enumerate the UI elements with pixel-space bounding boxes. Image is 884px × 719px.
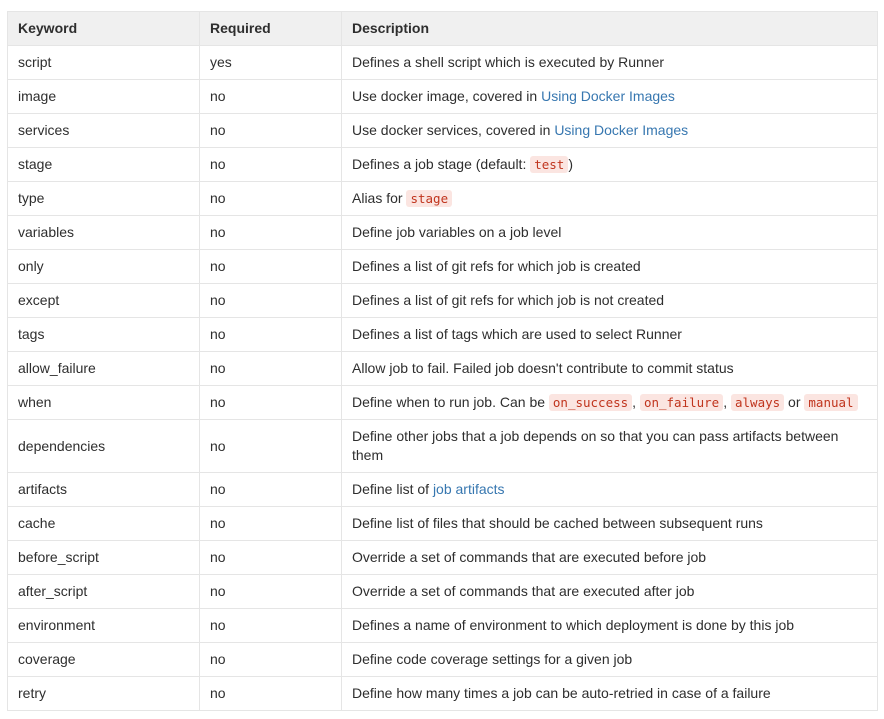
description-text: Allow job to fail. Failed job doesn't contribute to commit status — [352, 360, 734, 376]
description-text: Defines a list of git refs for which job is not created — [352, 292, 665, 308]
table-row — [8, 420, 878, 473]
required-cell: no — [200, 677, 342, 711]
table-row — [8, 677, 878, 711]
keyword-cell: coverage — [8, 643, 200, 677]
table-header-row — [8, 12, 878, 46]
table-row — [8, 148, 878, 182]
table-row — [8, 609, 878, 643]
description-cell — [342, 643, 878, 677]
keyword-table — [7, 11, 878, 711]
keyword-cell: tags — [8, 318, 200, 352]
required-cell: no — [200, 575, 342, 609]
description-text: Defines a list of tags which are used to select Runner — [352, 326, 682, 342]
table-row — [8, 318, 878, 352]
table-row — [8, 250, 878, 284]
keyword-cell: allow_failure — [8, 352, 200, 386]
keyword-cell: cache — [8, 507, 200, 541]
description-cell — [342, 46, 878, 80]
table-row — [8, 386, 878, 420]
table-row — [8, 575, 878, 609]
keyword-cell: image — [8, 80, 200, 114]
description-text: Define list of — [352, 481, 433, 497]
header-required: Required — [200, 12, 342, 46]
keyword-cell: except — [8, 284, 200, 318]
description-text: Define other jobs that a job depends on so that you can pass artifacts between them — [352, 428, 839, 463]
description-text: Defines a name of environment to which deployment is done by this job — [352, 617, 795, 633]
table-row — [8, 507, 878, 541]
table-row — [8, 114, 878, 148]
description-text: Defines a job stage (default: — [352, 156, 531, 172]
description-cell — [342, 473, 878, 507]
table-row — [8, 541, 878, 575]
required-cell: no — [200, 80, 342, 114]
description-text: ) — [568, 156, 574, 172]
required-cell: no — [200, 318, 342, 352]
description-cell — [342, 182, 878, 216]
description-cell — [342, 677, 878, 711]
required-cell: no — [200, 284, 342, 318]
description-text: Alias for — [352, 190, 407, 206]
table-row — [8, 216, 878, 250]
description-cell — [342, 420, 878, 473]
table-row — [8, 284, 878, 318]
table-row — [8, 352, 878, 386]
description-cell — [342, 80, 878, 114]
header-keyword: Keyword — [8, 12, 200, 46]
header-description: Description — [342, 12, 878, 46]
required-cell: no — [200, 473, 342, 507]
description-cell — [342, 250, 878, 284]
description-cell — [342, 352, 878, 386]
required-cell: yes — [200, 46, 342, 80]
inline-code: on_success — [549, 394, 632, 411]
description-text: Define list of files that should be cached between subsequent runs — [352, 515, 763, 531]
doc-link[interactable]: job artifacts — [432, 481, 505, 497]
required-cell: no — [200, 216, 342, 250]
required-cell: no — [200, 182, 342, 216]
description-text: Use docker services, covered in — [352, 122, 555, 138]
keyword-cell: artifacts — [8, 473, 200, 507]
keyword-cell: script — [8, 46, 200, 80]
keyword-table-container — [7, 11, 877, 711]
required-cell: no — [200, 420, 342, 473]
description-text: , — [632, 394, 640, 410]
keyword-cell: retry — [8, 677, 200, 711]
description-cell — [342, 575, 878, 609]
keyword-cell: stage — [8, 148, 200, 182]
description-cell — [342, 541, 878, 575]
required-cell: no — [200, 114, 342, 148]
keyword-cell: after_script — [8, 575, 200, 609]
inline-code: always — [731, 394, 784, 411]
table-row — [8, 80, 878, 114]
keyword-cell: when — [8, 386, 200, 420]
inline-code: on_failure — [640, 394, 723, 411]
description-text: , — [723, 394, 731, 410]
description-text: Define how many times a job can be auto-retried in case of a failure — [352, 685, 771, 701]
required-cell: no — [200, 643, 342, 677]
description-text: Define when to run job. Can be — [352, 394, 549, 410]
keyword-cell: type — [8, 182, 200, 216]
keyword-cell: variables — [8, 216, 200, 250]
description-cell — [342, 284, 878, 318]
description-text: Override a set of commands that are executed before job — [352, 549, 707, 565]
table-row — [8, 182, 878, 216]
required-cell: no — [200, 250, 342, 284]
description-cell — [342, 318, 878, 352]
inline-code: manual — [804, 394, 857, 411]
required-cell: no — [200, 386, 342, 420]
description-cell — [342, 609, 878, 643]
description-cell — [342, 507, 878, 541]
table-row — [8, 46, 878, 80]
description-cell — [342, 114, 878, 148]
description-cell — [342, 148, 878, 182]
description-text: Define code coverage settings for a given job — [352, 651, 633, 667]
keyword-cell: services — [8, 114, 200, 148]
required-cell: no — [200, 507, 342, 541]
description-cell — [342, 386, 878, 420]
description-text: or — [784, 394, 805, 410]
description-text: Defines a list of git refs for which job is created — [352, 258, 641, 274]
required-cell: no — [200, 148, 342, 182]
inline-code: stage — [406, 190, 452, 207]
description-text: Override a set of commands that are executed after job — [352, 583, 695, 599]
keyword-cell: dependencies — [8, 420, 200, 473]
inline-code: test — [530, 156, 568, 173]
description-text: Use docker image, covered in — [352, 88, 542, 104]
required-cell: no — [200, 609, 342, 643]
doc-link[interactable]: Using Docker Images — [554, 122, 689, 138]
description-cell — [342, 216, 878, 250]
required-cell: no — [200, 541, 342, 575]
keyword-cell: environment — [8, 609, 200, 643]
table-row — [8, 473, 878, 507]
keyword-cell: only — [8, 250, 200, 284]
keyword-cell: before_script — [8, 541, 200, 575]
required-cell: no — [200, 352, 342, 386]
description-text: Defines a shell script which is executed by Runner — [352, 54, 665, 70]
doc-link[interactable]: Using Docker Images — [541, 88, 675, 104]
description-text: Define job variables on a job level — [352, 224, 562, 240]
table-row — [8, 643, 878, 677]
